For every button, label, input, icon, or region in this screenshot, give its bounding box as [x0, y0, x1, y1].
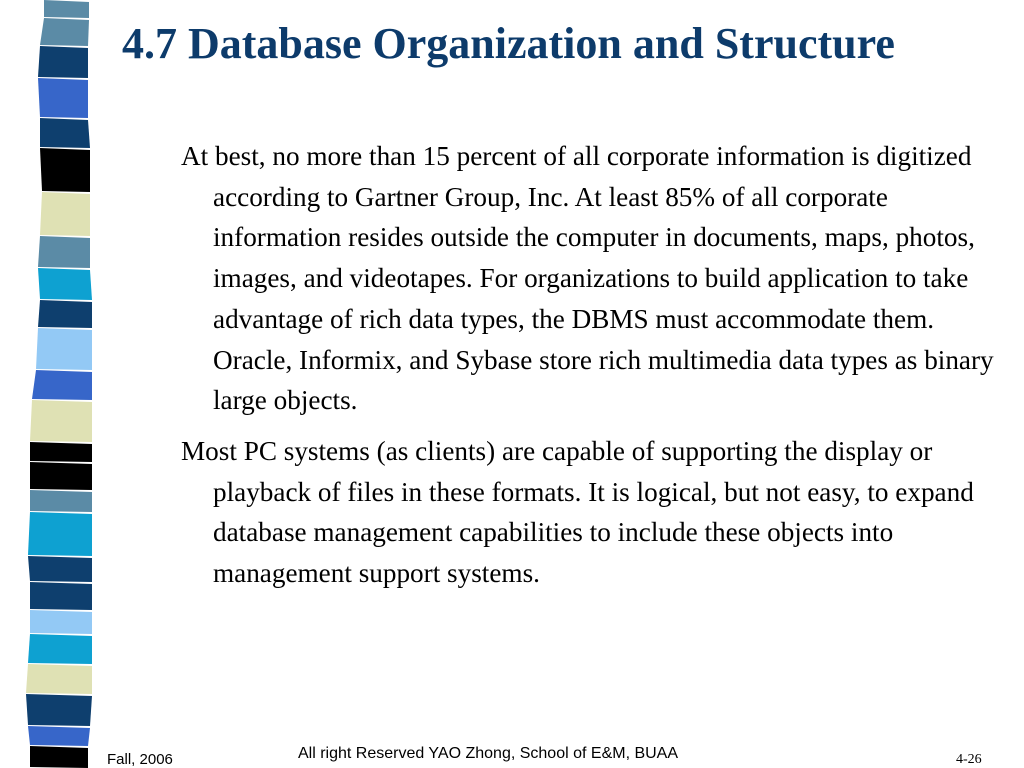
stripe-band [30, 746, 88, 768]
stripe-band [40, 118, 90, 148]
stripe-band [28, 556, 92, 582]
stripe-band [36, 328, 92, 370]
stripe-band [38, 46, 88, 78]
decorative-stripe-bar [0, 0, 110, 768]
footer-copyright: All right Reserved YAO Zhong, School of E&M, BUAA [298, 745, 679, 762]
stripe-band [30, 442, 92, 462]
stripe-band [30, 400, 92, 442]
stripe-band [26, 694, 92, 726]
stripe-band [38, 236, 90, 268]
stripe-band [30, 490, 92, 512]
body-paragraph-2: Most PC systems (as clients) are capable of supporting the display or playback of files in these formats. It is logical, but not easy, to expand database management capabilities to include these objects into management support systems. [181, 435, 974, 589]
slide-number: 4-26 [956, 752, 982, 767]
slide-body [181, 136, 1017, 604]
stripe-band [40, 192, 90, 236]
stripe-band [32, 370, 92, 400]
footer-date: Fall, 2006 [107, 751, 173, 768]
stripe-band [38, 78, 88, 118]
stripe-band [44, 0, 89, 18]
stripe-band [38, 268, 92, 300]
stripe-band [28, 634, 92, 664]
stripe-band [28, 512, 92, 556]
stripe-band [30, 610, 92, 634]
stripe-band [26, 664, 92, 694]
stripe-band [30, 582, 92, 610]
stripe-band [40, 148, 90, 192]
body-paragraph-1: At best, no more than 15 percent of all corporate information is digitized according to Gartner Group, Inc. At least 85% of all corporate information resides outside the computer in documents, maps, photos, images, and videotapes. For organizations to build application to take advantage of rich data types, the DBMS must accommodate them. Oracle, Informix, and Sybase store rich multimedia data types as binary large objects. [181, 141, 994, 416]
stripe-band [30, 462, 92, 490]
stripe-band [40, 18, 89, 46]
stripe-band [38, 300, 92, 328]
slide-title: 4.7 Database Organization and Structure [122, 19, 895, 68]
stripe-bar-graphic [0, 0, 110, 768]
stripe-band [28, 726, 90, 746]
